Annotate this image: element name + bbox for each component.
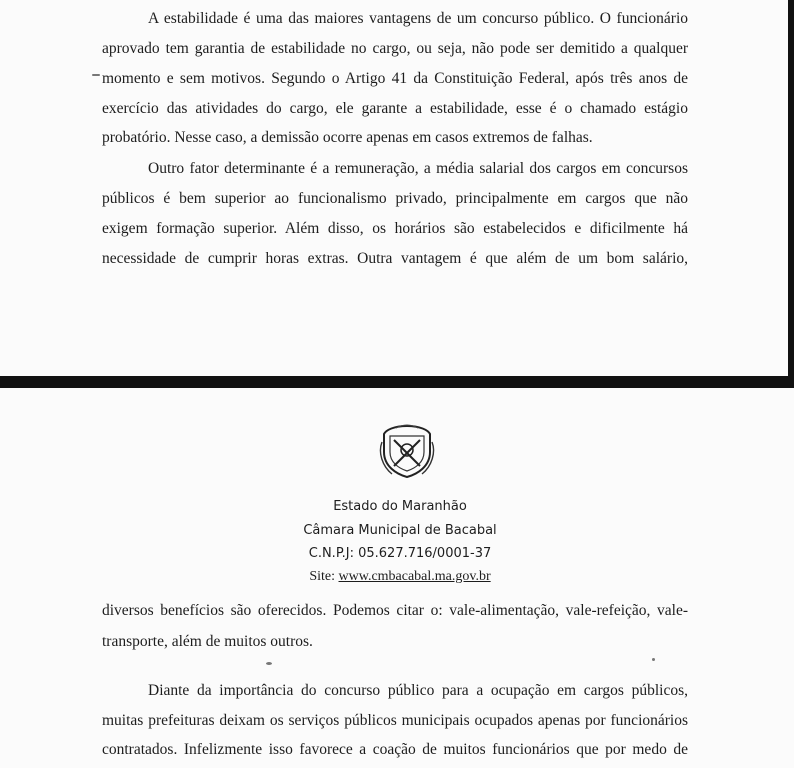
scan-speck <box>652 658 655 661</box>
text-line: Outro fator determinante é a remuneração, a média salarial dos cargos em concursos <box>148 160 688 177</box>
text-line: probatório. Nesse caso, a demissão ocorre apenas em casos extremos de falhas. <box>102 129 593 146</box>
scan-speck <box>92 74 100 76</box>
text-line: exercício das atividades do cargo, ele garante a estabilidade, esse é o chamado estágio <box>102 100 688 117</box>
text-line: momento e sem motivos. Segundo o Artigo 41 da Constituição Federal, após três anos de <box>102 70 688 87</box>
page-bottom <box>0 388 794 768</box>
text-line: Diante da importância do concurso público para a ocupação em cargos públicos, <box>148 682 688 699</box>
letterhead-cnpj: C.N.P.J: 05.627.716/0001-37 <box>308 546 492 561</box>
text-line: diversos benefícios são oferecidos. Podemos citar o: vale-alimentação, vale-refeição, vale- <box>102 602 688 619</box>
page-top <box>0 0 794 376</box>
coat-of-arms-seal-icon <box>376 422 438 480</box>
text-line: A estabilidade é uma das maiores vantagens de um concurso público. O funcionário <box>148 10 688 27</box>
text-line: públicos é bem superior ao funcionalismo privado, principalmente em cargos que não <box>102 190 688 207</box>
scan-speck <box>266 662 272 665</box>
text-line: aprovado tem garantia de estabilidade no cargo, ou seja, não pode ser demitido a qualquer <box>102 40 688 57</box>
letterhead-site <box>200 568 600 586</box>
site-label: Site: <box>309 569 339 584</box>
page-separator <box>0 376 794 388</box>
text-line: contratados. Infelizmente isso favorece a coação de muitos funcionários que por medo de <box>102 741 688 758</box>
text-line: transporte, além de muitos outros. <box>102 633 313 650</box>
text-line: exigem formação superior. Além disso, os horários são estabelecidos e dificilmente há <box>102 220 688 237</box>
site-url-link[interactable]: www.cmbacabal.ma.gov.br <box>338 569 491 584</box>
text-line: necessidade de cumprir horas extras. Outra vantagem é que além de um bom salário, <box>102 250 688 267</box>
text-line: muitas prefeituras deixam os serviços públicos municipais ocupados apenas por funcionários <box>102 712 688 729</box>
letterhead-chamber: Câmara Municipal de Bacabal <box>303 523 497 538</box>
letterhead-state: Estado do Maranhão <box>333 499 467 514</box>
